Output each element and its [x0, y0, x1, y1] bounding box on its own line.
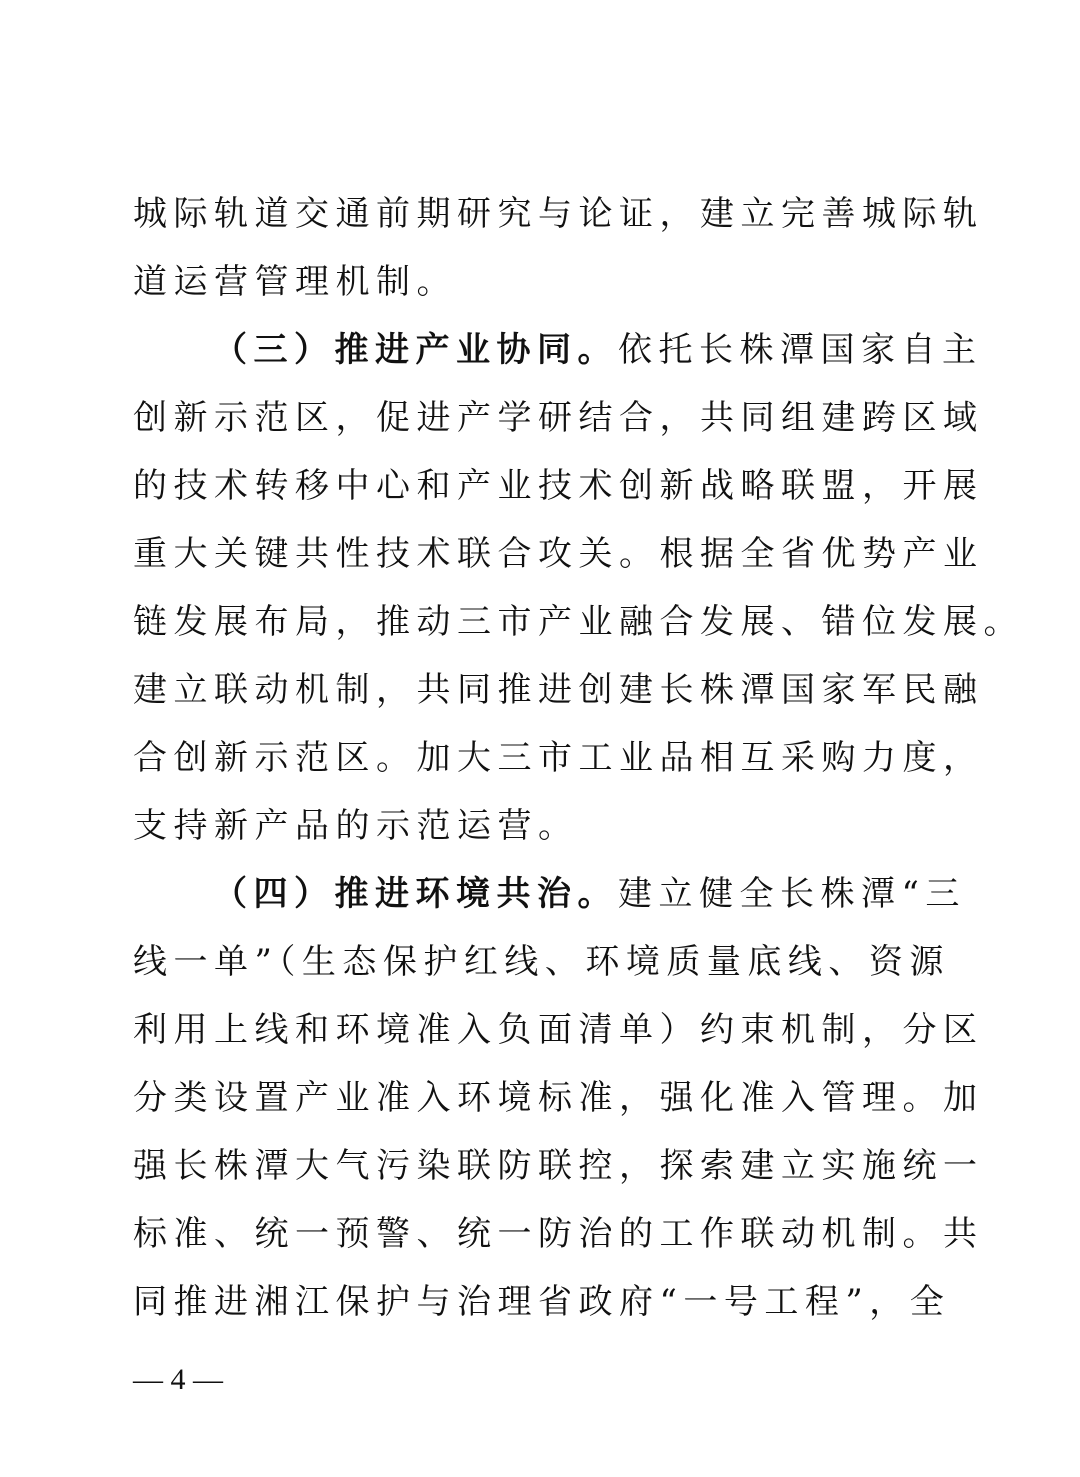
body-line: 标准、统一预警、统一防治的工作联动机制。共: [133, 1214, 984, 1254]
section-heading-line: [133, 320, 983, 380]
body-line: 的技术转移中心和产业技术创新战略联盟，开展: [133, 466, 984, 506]
section-heading: （三）推进产业协同。: [213, 330, 618, 370]
body-line: 利用上线和环境准入负面清单）约束机制，分区: [133, 1010, 984, 1050]
section-text: 依托长株潭国家自主: [618, 330, 983, 370]
body-line: 线一单”（生态保护红线、环境质量底线、资源: [133, 942, 950, 982]
body-line: 合创新示范区。加大三市工业品相互采购力度，: [133, 738, 984, 778]
body-line: 创新示范区，促进产学研结合，共同组建跨区域: [133, 398, 984, 438]
body-line: 建立联动机制，共同推进创建长株潭国家军民融: [133, 670, 984, 710]
section-heading: （四）推进环境共治。: [213, 874, 618, 914]
body-line: 链发展布局，推动三市产业融合发展、错位发展。: [133, 602, 1024, 642]
body-line: 城际轨道交通前期研究与论证，建立完善城际轨: [133, 194, 984, 234]
page-number: — 4 —: [133, 1363, 223, 1396]
body-line: 强长株潭大气污染联防联控，探索建立实施统一: [133, 1146, 984, 1186]
body-line: 支持新产品的示范运营。: [133, 806, 579, 846]
body-line: 道运营管理机制。: [133, 262, 457, 302]
body-line: 分类设置产业准入环境标准，强化准入管理。加: [133, 1078, 984, 1118]
body-line: 重大关键共性技术联合攻关。根据全省优势产业: [133, 534, 984, 574]
body-line: 同推进湘江保护与治理省政府“一号工程”，全: [133, 1282, 951, 1322]
section-text: 建立健全长株潭“三: [618, 874, 966, 914]
section-heading-line: [133, 864, 966, 924]
